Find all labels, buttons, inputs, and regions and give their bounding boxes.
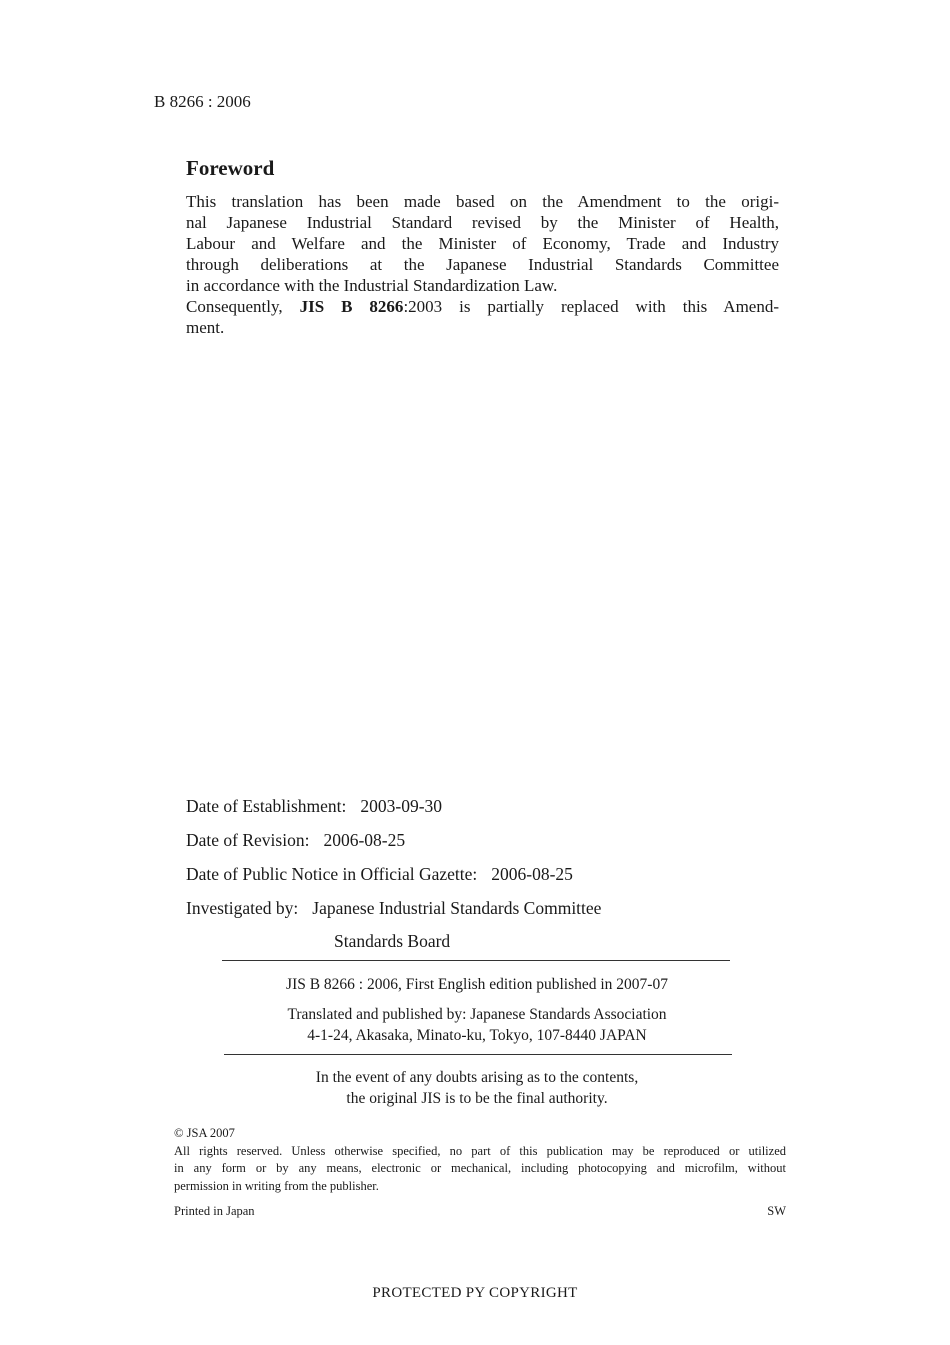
gazette-value: 2006-08-25 [491,864,573,884]
publisher-address: 4-1-24, Akasaka, Minato-ku, Tokyo, 107-8440 JAPAN [307,1027,647,1044]
gazette-label: Date of Public Notice in Official Gazette: [186,864,478,884]
foreword-line: Labour and Welfare and the Minister of Economy, Trade and Industry [186,234,779,253]
investigated-value: Japanese Industrial Standards Committee [312,898,602,918]
document-number: B 8266 : 2006 [154,92,251,111]
rights-line: All rights reserved. Unless otherwise specified, no part of this publication may be reproduced or utilized [174,1143,786,1158]
foreword-line: nal Japanese Industrial Standard revised by the Minister of Health, [186,213,779,232]
notice-line-2: the original JIS is to be the final authority. [346,1090,608,1107]
printed-row [174,1204,786,1219]
gazette-row [186,864,573,885]
foreword-line: through deliberations at the Japanese Industrial Standards Committee [186,255,779,274]
foreword-line: This translation has been made based on the Amendment to the origi- [186,192,779,211]
investigated-row [186,898,601,919]
protected-footer: PROTECTED PY COPYRIGHT [372,1285,578,1301]
divider-top [222,960,730,961]
edition-text: JIS B 8266 : 2006, First English edition published in 2007-07 [286,976,668,993]
notice-line-1: In the event of any doubts arising as to the contents, [315,1069,639,1086]
rights-line: in any form or by any means, electronic or mechanical, including photocopying and microfilm, without [174,1161,786,1175]
revision-value: 2006-08-25 [323,830,406,850]
establishment-label: Date of Establishment: [186,796,347,816]
revision-row [186,830,405,851]
divider-bottom [224,1054,732,1055]
foreword-body [186,191,779,338]
investigated-row-2 [334,931,450,952]
publisher-text: Translated and published by: Japanese Standards Association [287,1006,667,1023]
copyright-block [174,1125,786,1195]
establishment-value: 2003-09-30 [360,796,443,816]
investigated-label: Investigated by: [186,898,299,918]
revision-label: Date of Revision: [186,830,310,850]
foreword-consequently-line [186,296,779,317]
consequently-prefix: Consequently, [186,297,300,316]
investigated-value-2: Standards Board [334,931,451,951]
establishment-row [186,796,442,817]
foreword-line: ment. [186,318,225,337]
print-code: SW [767,1204,786,1218]
consequently-suffix: :2003 is partially replaced with this Amend- [403,297,780,316]
foreword-title: Foreword [186,156,275,180]
copyright-line: © JSA 2007 [174,1126,235,1140]
jis-reference: JIS B 8266 [299,297,404,316]
rights-line: permission in writing from the publisher. [174,1178,379,1193]
printed-in-japan: Printed in Japan [174,1204,255,1218]
foreword-line: in accordance with the Industrial Standardization Law. [186,276,558,295]
